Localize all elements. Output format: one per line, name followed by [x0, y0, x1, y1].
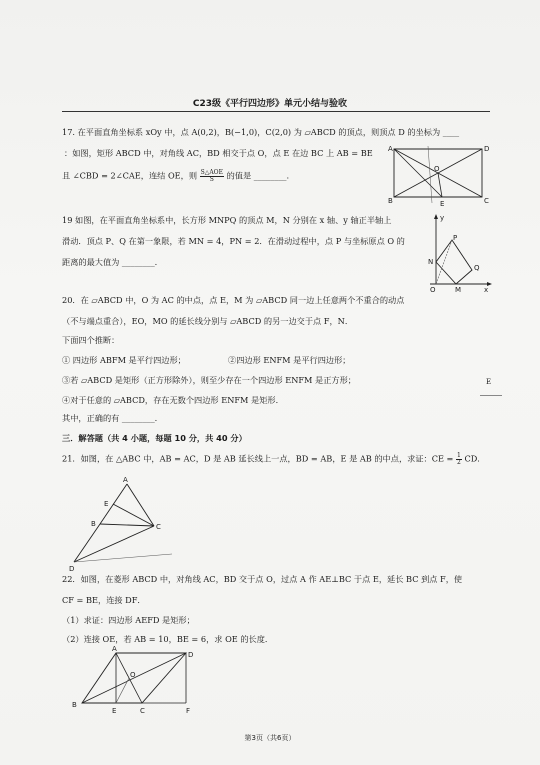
- fig21-label-e: E: [104, 500, 109, 508]
- q21-fraction: [456, 453, 462, 466]
- q22-line1: 22．如图，在菱形 ABCD 中，对角线 AC，BD 交于点 O，过点 A 作 AE⊥BC 于点 E，延长 BC 到点 F，使: [62, 574, 463, 584]
- fig17-label-o: O: [434, 165, 440, 173]
- fig21-label-d: D: [69, 565, 75, 573]
- fig19-label-m: M: [455, 286, 462, 294]
- fig17-label-c: C: [484, 197, 489, 205]
- q20-item2: ②四边形 ENFM 是平行四边形；: [228, 355, 351, 365]
- q20-item4: ④对于任意的 ▱ABCD，存在无数个四边形 ENFM 是矩形．: [62, 395, 284, 405]
- q21-text-tail: CD．: [464, 453, 486, 464]
- q20-line2: （不与端点重合），EO，MO 的延长线分别与 ▱ABCD 的另一边交于点 F，N．: [62, 316, 354, 326]
- section-heading: 三．解答题（共 4 小题，每题 10 分，共 40 分）: [62, 433, 247, 443]
- figure-coordinate-mnpq: [420, 212, 494, 294]
- q18-text-b: 的值是 ________.: [226, 170, 290, 181]
- q21-frac-den: 2: [457, 459, 461, 466]
- fig17-label-d: D: [484, 145, 490, 153]
- q18-line1: ：如图，矩形 ABCD 中，对角线 AC，BD 相交于点 O，点 E 在边 BC 上 AB = BE: [64, 148, 373, 158]
- fig19-label-q: Q: [474, 264, 480, 272]
- q17-line1: 17. 在平面直角坐标系 xOy 中，点 A(0,2)，B(−1,0)，C(2,0) 为 ▱ABCD 的顶点，则顶点 D 的坐标为 ____: [62, 127, 460, 137]
- q21-text-main: 21．如图，在 △ABC 中，AB = AC，D 是 AB 延长线上一点，BD = AB，E 是 AB 的中点，求证：CE =: [62, 453, 454, 464]
- page-title: C23级《平行四边形》单元小结与验收: [192, 99, 348, 109]
- q21-text: [62, 453, 486, 466]
- q22-part1: （1）求证：四边形 AEFD 是矩形；: [62, 615, 195, 625]
- q22-line2: CF = BE，连接 DF．: [62, 595, 146, 605]
- q20-answer: 其中，正确的有 ________.: [62, 413, 158, 423]
- fig21-label-c: C: [156, 523, 161, 531]
- q22-part2: （2）连接 OE，若 AB = 10，BE = 6，求 OE 的长度．: [62, 634, 274, 644]
- fig19-label-y: y: [440, 214, 445, 222]
- fig17-label-e: E: [440, 200, 445, 208]
- fig17-label-a: A: [388, 145, 393, 153]
- q19-line2: 滑动．顶点 P、Q 在第一象限，若 MN = 4，PN = 2．在滑动过程中，点 P 与坐标原点 O 的: [62, 236, 405, 246]
- fig19-label-p: P: [453, 234, 458, 242]
- fig21-label-a: A: [123, 476, 128, 484]
- q18-frac-num: S△AOE: [200, 169, 223, 176]
- fig22-label-a: A: [112, 645, 117, 653]
- q18-fraction: [200, 170, 224, 183]
- q18-line2: [62, 170, 289, 183]
- fig19-label-o: O: [430, 286, 436, 294]
- fig19-label-x: x: [484, 286, 489, 294]
- fig22-label-e: E: [112, 707, 117, 715]
- margin-mark-e: E: [486, 378, 492, 386]
- figure-rhombus-abcd: [70, 645, 195, 717]
- fig22-label-c: C: [140, 707, 145, 715]
- fig22-label-b: B: [72, 701, 77, 709]
- margin-dash: [480, 395, 502, 396]
- fig17-label-b: B: [388, 197, 393, 205]
- q20-line1: 20．在 ▱ABCD 中，O 为 AC 的中点，点 E，M 为 ▱ABCD 同一边上任意两个不重合的动点: [62, 295, 405, 305]
- fig22-label-f: F: [186, 707, 191, 715]
- q21-frac-num: 1: [457, 452, 461, 459]
- q20-line3: 下面四个推断：: [62, 335, 120, 345]
- fig19-label-n: N: [428, 258, 434, 266]
- q20-item3: ③若 ▱ABCD 是矩形（正方形除外），则至少存在一个四边形 ENFM 是正方形；: [62, 375, 356, 385]
- figure-triangle-abc: [66, 474, 178, 572]
- fig22-label-o: O: [130, 671, 136, 679]
- fig21-label-b: B: [91, 520, 96, 528]
- q20-item1: ① 四边形 ABFM 是平行四边形；: [62, 355, 186, 365]
- q19-line3: 距离的最大值为 ________.: [62, 257, 158, 267]
- q18-text-a: 且 ∠CBD = 2∠CAE，连结 OE，则: [62, 170, 198, 181]
- page-footer: 第3页（共6页）: [244, 734, 296, 742]
- q18-frac-den: S: [209, 176, 214, 183]
- q19-line1: 19 如图，在平面直角坐标系中，长方形 MNPQ 的顶点 M，N 分别在 x 轴、y 轴正半轴上: [62, 215, 392, 225]
- fig22-label-d: D: [188, 651, 194, 659]
- header-rule: [62, 111, 490, 112]
- figure-rectangle-abcd: [388, 143, 490, 208]
